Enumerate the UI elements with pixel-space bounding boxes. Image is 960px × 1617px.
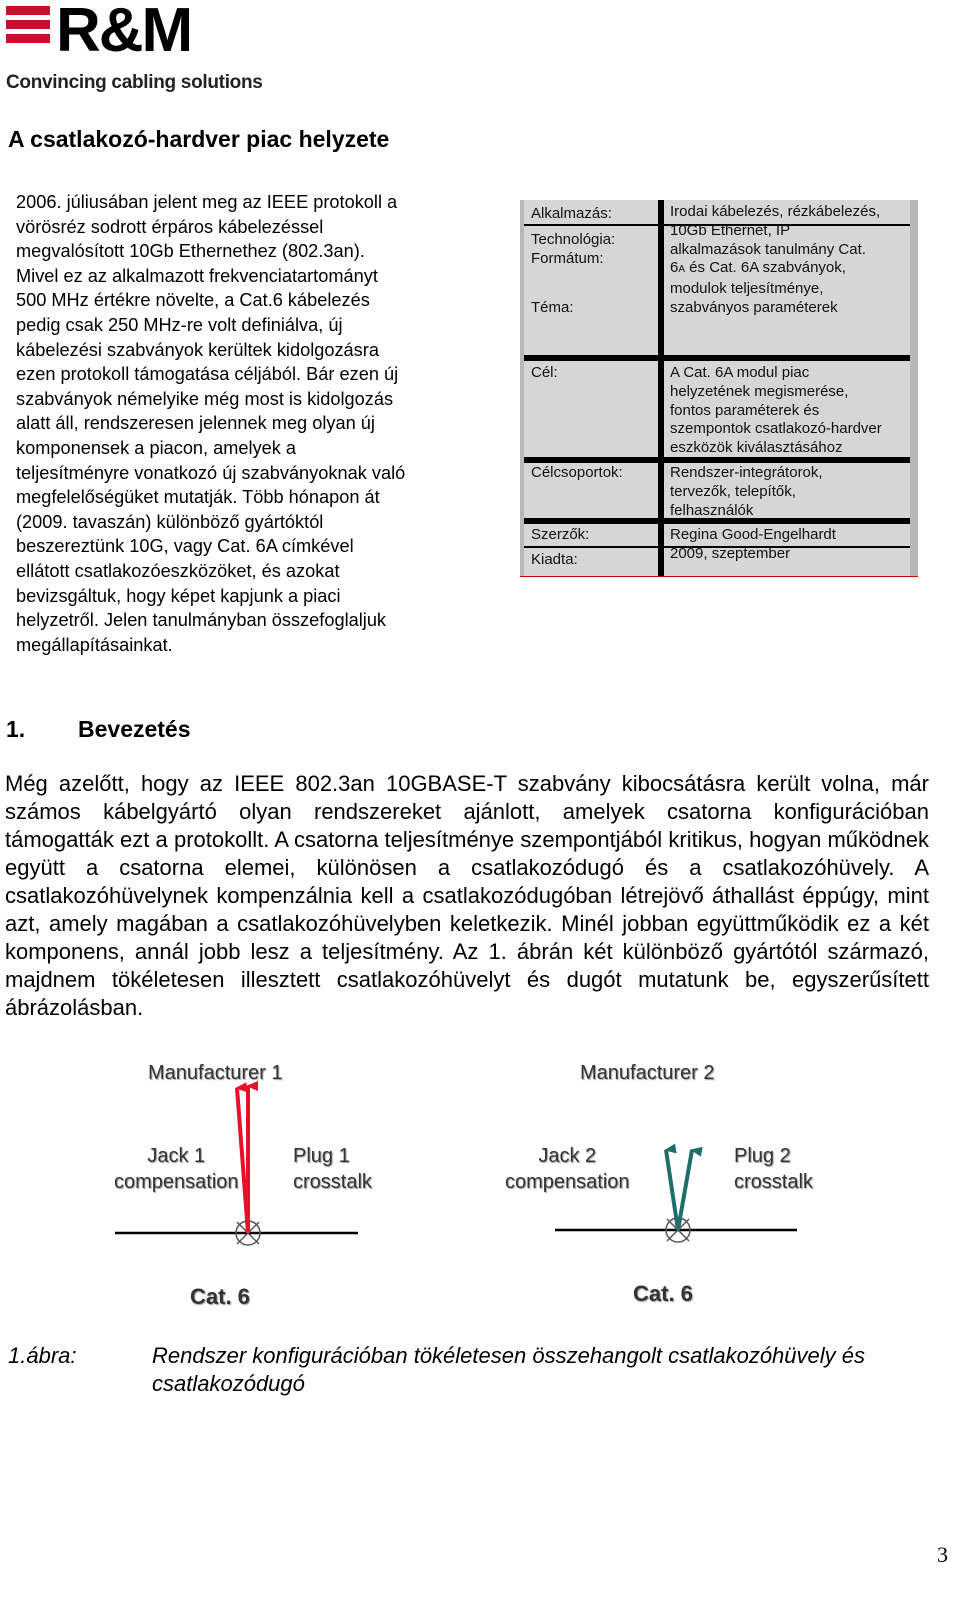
label-celcsoportok: Célcsoportok:	[531, 464, 623, 481]
value-line: 10Gb Ethernet, IP	[670, 221, 791, 239]
value-line: Rendszer-integrátorok,	[670, 464, 823, 481]
table-divider	[524, 355, 910, 361]
label-line: Plug 2	[734, 1145, 791, 1167]
value-line: felhasználók	[670, 501, 754, 519]
company-logo	[6, 2, 296, 98]
label-line: Plug 1	[293, 1145, 350, 1167]
value-subscript: A	[678, 264, 686, 276]
label-line: crosstalk	[293, 1171, 372, 1193]
plug-1-label	[293, 1143, 372, 1195]
value-line: modulok teljesítménye,	[670, 280, 824, 298]
intro-line: megállapításainkat.	[16, 634, 173, 655]
label-tema: Téma:	[531, 299, 574, 316]
label-technologia: Technológia:	[531, 231, 616, 248]
value-cel	[670, 364, 906, 458]
intro-line: teljesítményre vonatkozó új szabványoknak való	[16, 462, 406, 483]
manufacturer-2-title: Manufacturer 2	[580, 1062, 715, 1084]
logo-wordmark: R&M	[56, 0, 192, 65]
value-line: A Cat. 6A modul piac	[670, 364, 810, 381]
intro-line: vörösréz sodrott érpáros kábelezéssel	[16, 216, 324, 237]
label-line: crosstalk	[734, 1171, 813, 1193]
value-line: eszközök kiválasztásához	[670, 439, 843, 457]
value-line: tervezők, telepítők,	[670, 482, 796, 500]
label-formatum: Formátum:	[531, 250, 604, 267]
intro-line: Mivel ez az alkalmazott frekvenciatartományt	[16, 265, 378, 286]
intro-line: alatt áll, rendszeresen jelennek meg olyan új	[16, 413, 375, 434]
jack-2-compensation-arrow	[666, 1150, 678, 1230]
caption-line: Rendszer konfigurációban tökéletesen összehangolt csatlakozóhüvely és	[152, 1343, 865, 1368]
jack-2-label	[505, 1143, 630, 1195]
label-kiadta: Kiadta:	[531, 551, 578, 568]
cat6-label-2: Cat. 6	[633, 1281, 693, 1306]
value-line: szabványos paraméterek	[670, 298, 838, 316]
value-line	[670, 259, 906, 280]
intro-paragraph	[16, 190, 456, 657]
value-szerzok: Regina Good-Engelhardt	[670, 526, 836, 543]
label-line: compensation	[114, 1171, 239, 1193]
jack-1-label	[114, 1143, 239, 1195]
value-application-topic	[670, 203, 906, 318]
figure-caption-label: 1.ábra:	[8, 1343, 77, 1368]
intro-line: kábelezési szabványok kerültek kidolgozásra	[16, 339, 379, 360]
label-cel: Cél:	[531, 364, 558, 381]
logo-bars-icon	[6, 6, 50, 56]
logo-tagline: Convincing cabling solutions	[6, 72, 263, 93]
value-text: és Cat. 6A szabványok,	[685, 259, 846, 277]
value-line: alkalmazások tanulmány Cat.	[670, 240, 866, 258]
figure-1	[40, 1050, 920, 1320]
intro-line: (2009. tavaszán) különböző gyártóktól	[16, 511, 324, 532]
intro-line: megfelelőségüket mutatják. Több hónapon át	[16, 487, 380, 508]
section-title: Bevezetés	[78, 716, 191, 742]
intro-line: megvalósított 10Gb Ethernethez (802.3an).	[16, 241, 365, 262]
intro-line: 2006. júliusában jelent meg az IEEE protokoll a	[16, 192, 398, 212]
cat6-label-1: Cat. 6	[190, 1284, 250, 1309]
value-line: Irodai kábelezés, rézkábelezés,	[670, 203, 881, 220]
document-title: A csatlakozó-hardver piac helyzete	[8, 126, 390, 152]
label-szerzok: Szerzők:	[531, 526, 590, 543]
plug-2-crosstalk-arrow	[678, 1150, 692, 1230]
intro-line: helyzetről. Jelen tanulmányban összefoglaljuk	[16, 610, 387, 631]
intro-line: bevizsgáltuk, hogy képet kapjunk a piaci	[16, 585, 341, 606]
label-line: Jack 2	[538, 1145, 597, 1167]
value-celcsoportok	[670, 464, 906, 520]
plug-2-label	[734, 1143, 813, 1195]
caption-line: csatlakozódugó	[152, 1371, 305, 1396]
intro-line: szabványok némelyike még most is kidolgozás	[16, 388, 394, 409]
table-edge	[910, 200, 918, 576]
page-number: 3	[937, 1542, 948, 1567]
label-alkalmazas: Alkalmazás:	[531, 205, 612, 222]
figure-caption-text	[152, 1342, 932, 1398]
value-line: szempontok csatlakozó-hardver	[670, 420, 882, 438]
intro-line: ellátott csatlakozóeszközöket, és azokat	[16, 560, 340, 581]
intro-line: beszereztünk 10G, vagy Cat. 6A címkével	[16, 536, 354, 557]
label-line: Jack 1	[147, 1145, 206, 1167]
section-number: 1.	[6, 716, 26, 742]
value-line: helyzetének megismerése,	[670, 382, 849, 400]
intro-line: 500 MHz értékre növelte, a Cat.6 kábelezés	[16, 290, 370, 311]
body-paragraph: Még azelőtt, hogy az IEEE 802.3an 10GBASE-T szabvány kibocsátásra került volna, már számos kábelgyártó olyan rendszereket ajánlott, amelyek csatorna konfigurációban támogatták ezt a protokollt. A csatorna teljesítménye szempontjából kritikus, hogyan működnek együtt a csatorna elemei, különösen a csatlakozódugó és a csatlakozóhüvely. A csatlakozóhüvelynek kompenzálnia kell a csatlakozódugóban létrejövő áthallást éppúgy, mint azt, amely magában a csatlakozóhüvelyben keletkezik. Minél jobban együttműködik ez a két komponens, annál jobb lesz a teljesítmény. Az 1. ábrán két különböző gyártótól származó, majdnem tökéletesen illesztett csatlakozóhüvelyt és dugót mutatunk be, egyszerűsített ábrázolásban.	[5, 771, 929, 1020]
manufacturer-1-title: Manufacturer 1	[148, 1062, 283, 1084]
document-info-table	[520, 200, 918, 577]
value-text: 6	[670, 259, 679, 277]
intro-line: ezen protokoll támogatása céljából. Bár ezen új	[16, 364, 399, 385]
label-line: compensation	[505, 1171, 630, 1193]
value-kiadta: 2009, szeptember	[670, 545, 791, 562]
intro-line: pedig csak 250 MHz-re volt definiálva, új	[16, 314, 343, 335]
intro-line: komponensek a piacon, amelyek a	[16, 437, 297, 458]
value-line: fontos paraméterek és	[670, 401, 820, 419]
